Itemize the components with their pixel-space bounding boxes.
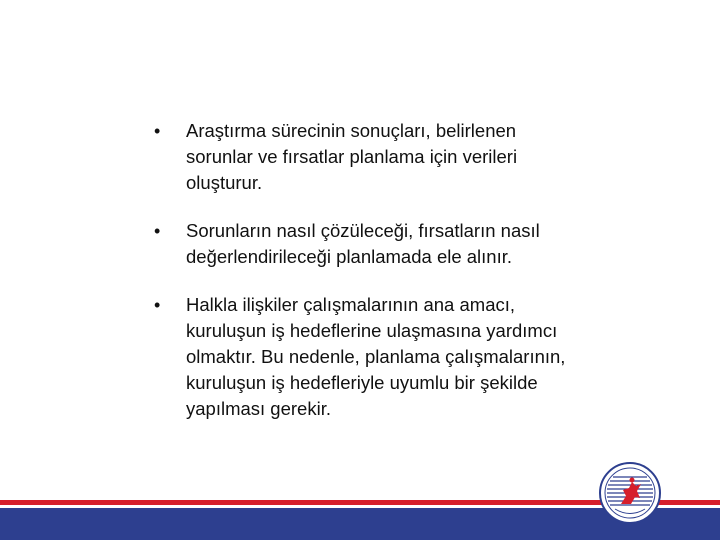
bullet-item-3 <box>150 292 690 422</box>
university-seal-icon <box>599 462 661 524</box>
bullet-text: Araştırma sürecinin sonuçları, belirlenen sorunlar ve fırsatlar planlama için verileri oluşturur. <box>186 120 518 193</box>
bullet-item-2 <box>150 218 690 270</box>
bullet-text: Halkla ilişkiler çalışmalarının ana amacı, kuruluşun iş hedeflerine ulaşmasına yardımcı olmaktır. Bu nedenle, planlama çalışmalarının, kuruluşun iş hedefleriyle uyumlu bir şekilde yapılması gerekir. <box>186 294 566 419</box>
bullet-marker: • <box>154 295 161 315</box>
bullet-item-1 <box>150 118 690 196</box>
bullet-text: Sorunların nasıl çözüleceği, fırsatların nasıl değerlendirileceği planlamada ele alınır. <box>186 220 540 267</box>
bullet-marker: • <box>154 121 161 141</box>
bullet-marker: • <box>154 221 161 241</box>
slide-content <box>150 118 690 444</box>
